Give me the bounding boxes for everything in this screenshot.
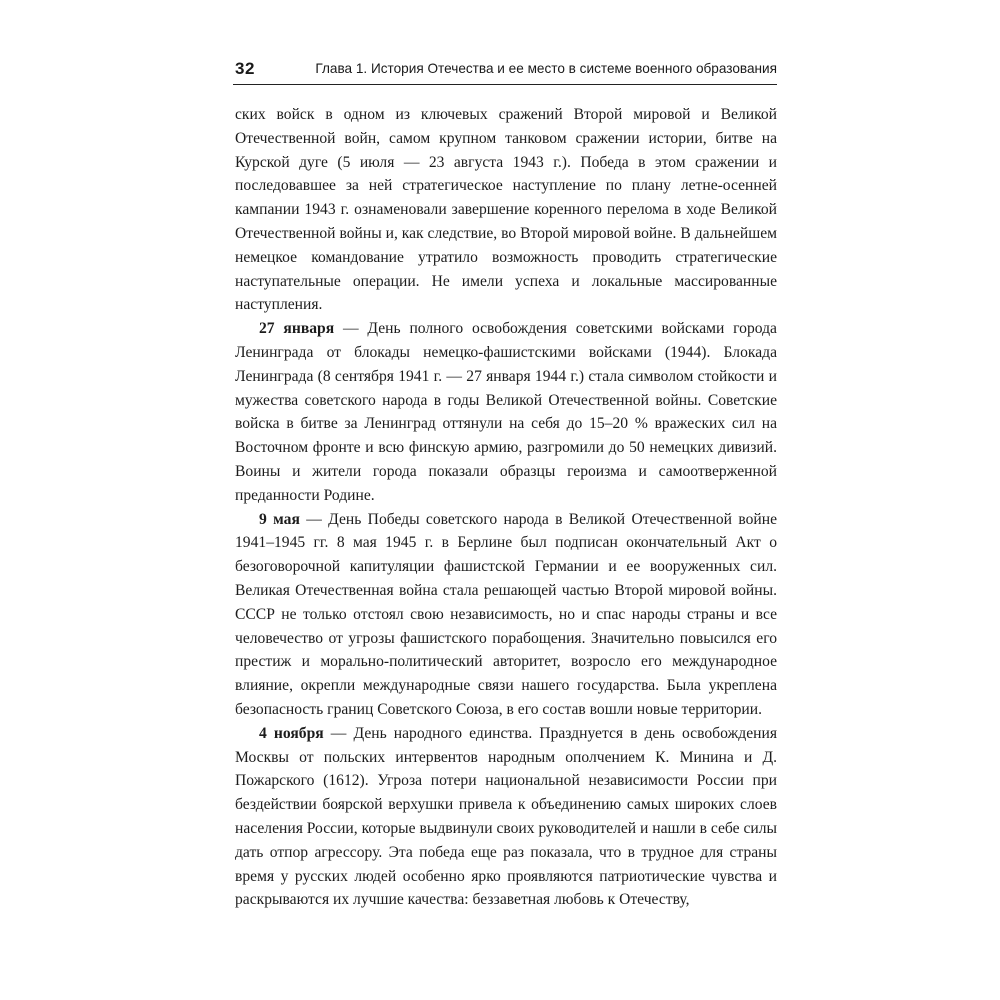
paragraph-january-27 [235,317,777,507]
paragraph-text: — День Победы советского народа в Великой Отечественной войне 1941–1945 гг. 8 мая 1945 г. в Берлине был подписан окончательный Акт о безоговорочной капитуляции фашистской Германии и ее вооруженных сил. Великая Отечественная война стала решающей частью Второй мировой войны. СССР не только отстоял свою независимость, но и спас народы страны и все человечество от угрозы фашистского порабощения. Значительно повысился его престиж и морально-политический авторитет, возросло его международное влияние, окрепли международные связи нашего государства. Была укреплена безопасность границ Советского Союза, в его состав вошли новые территории. [235,510,777,718]
body-text [235,103,777,912]
date-term: 9 мая [259,510,300,528]
date-term: 4 ноября [259,724,324,742]
page-number: 32 [235,59,255,78]
paragraph-text: ских войск в одном из ключевых сражений Второй мировой и Великой Отечественной войн, самом крупном танковом сражении истории, битве на Курской дуге (5 июля — 23 августа 1943 г.). Победа в этом сражении и последовавшее за ней стратегическое наступление по плану летне-осенней кампании 1943 г. ознаменовали завершение коренного перелома в ходе Великой Отечественной войны и, как следствие, во Второй мировой войне. В дальнейшем немецкое командование утратило возможность проводить стратегические наступательные операции. Не имели успеха и локальные массированные наступления. [235,106,777,314]
paragraph-may-9 [235,508,777,722]
chapter-title: Глава 1. История Отечества и ее место в системе военного образования [315,61,777,76]
paragraph-november-4 [235,722,777,912]
running-header [233,58,777,85]
paragraph-continued [235,103,777,317]
paragraph-text: — День народного единства. Празднуется в день освобождения Москвы от польских интервентов народным ополчением К. Минина и Д. Пожарского (1612). Угроза потери национальной независимости России при бездействии боярской верхушки привела к объединению самых широких слоев населения России, которые выдвинули своих руководителей и нашли в себе силы дать отпор агрессору. Эта победа еще раз показала, что в трудное для страны время у русских людей особенно ярко проявляются патриотические чувства и раскрываются их лучшие качества: беззаветная любовь к Отечеству, [235,724,777,909]
date-term: 27 января [259,320,335,338]
paragraph-text: — День полного освобождения советскими войсками города Ленинграда от блокады немецко-фашистскими войсками (1944). Блокада Ленинграда (8 сентября 1941 г. — 27 января 1944 г.) стала символом стойкости и мужества советского народа в годы Великой Отечественной войны. Советские войска в битве за Ленинград оттянули на себя до 15–20 % вражеских сил на Восточном фронте и всю финскую армию, разгромили до 50 немецких дивизий. Воины и жители города показали образцы героизма и самоотверженной преданности Родине. [235,320,777,504]
